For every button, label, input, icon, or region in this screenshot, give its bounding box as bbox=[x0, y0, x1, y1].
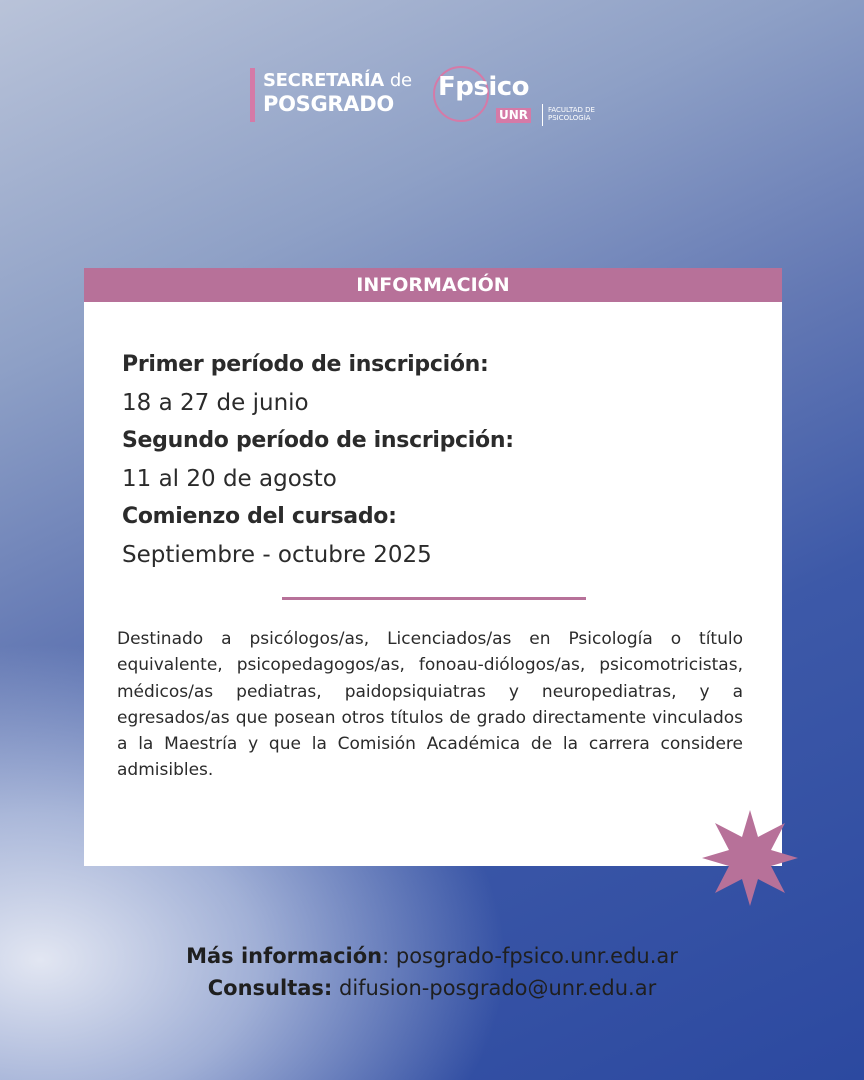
card-title: INFORMACIÓN bbox=[84, 268, 782, 302]
more-info-link[interactable]: : posgrado-fpsico.unr.edu.ar bbox=[382, 944, 678, 968]
info-list bbox=[122, 346, 514, 574]
more-info-row bbox=[0, 940, 864, 972]
facultad-line1: FACULTAD DE bbox=[548, 106, 595, 114]
second-period-value: 11 al 20 de agosto bbox=[122, 466, 337, 492]
facultad-logo-text bbox=[548, 106, 595, 122]
consultas-email[interactable]: difusion-posgrado@unr.edu.ar bbox=[332, 976, 657, 1000]
info-card bbox=[84, 268, 782, 866]
audience-description: Destinado a psicólogos/as, Licenciados/as en Psicología o título equivalente, psicopedagogos/as, fonoau-diólogos/as, psicomotricistas, médicos/as pediatras, paidopsiquiatras y neuropediatras, y a egresados/as que posean otros títulos de grado directamente vinculados a la Maestría y que la Comisión Académica de la carrera considere admisibles. bbox=[117, 629, 743, 781]
secretaria-logo-bar bbox=[250, 68, 255, 122]
first-period-value: 18 a 27 de junio bbox=[122, 390, 309, 416]
fpsico-logo-text: Fpsico bbox=[438, 72, 530, 102]
secretaria-logo-line2: POSGRADO bbox=[263, 92, 394, 116]
logo-divider bbox=[542, 104, 543, 126]
unr-badge: UNR bbox=[496, 108, 531, 123]
consultas-row bbox=[0, 972, 864, 1004]
first-period-label: Primer período de inscripción: bbox=[122, 352, 489, 377]
star-decoration-icon bbox=[700, 808, 800, 908]
footer-contact bbox=[0, 940, 864, 1004]
consultas-label: Consultas: bbox=[207, 976, 333, 1000]
secretaria-word: SECRETARÍA bbox=[263, 70, 384, 91]
course-start-label: Comienzo del cursado: bbox=[122, 504, 397, 529]
second-period-label: Segundo período de inscripción: bbox=[122, 428, 514, 453]
course-start-value: Septiembre - octubre 2025 bbox=[122, 542, 432, 568]
secretaria-logo-line1 bbox=[263, 70, 412, 91]
section-divider bbox=[282, 597, 586, 600]
secretaria-de-word: de bbox=[389, 70, 412, 91]
more-info-label: Más información bbox=[186, 944, 383, 968]
facultad-line2: PSICOLOGÍA bbox=[548, 114, 591, 122]
